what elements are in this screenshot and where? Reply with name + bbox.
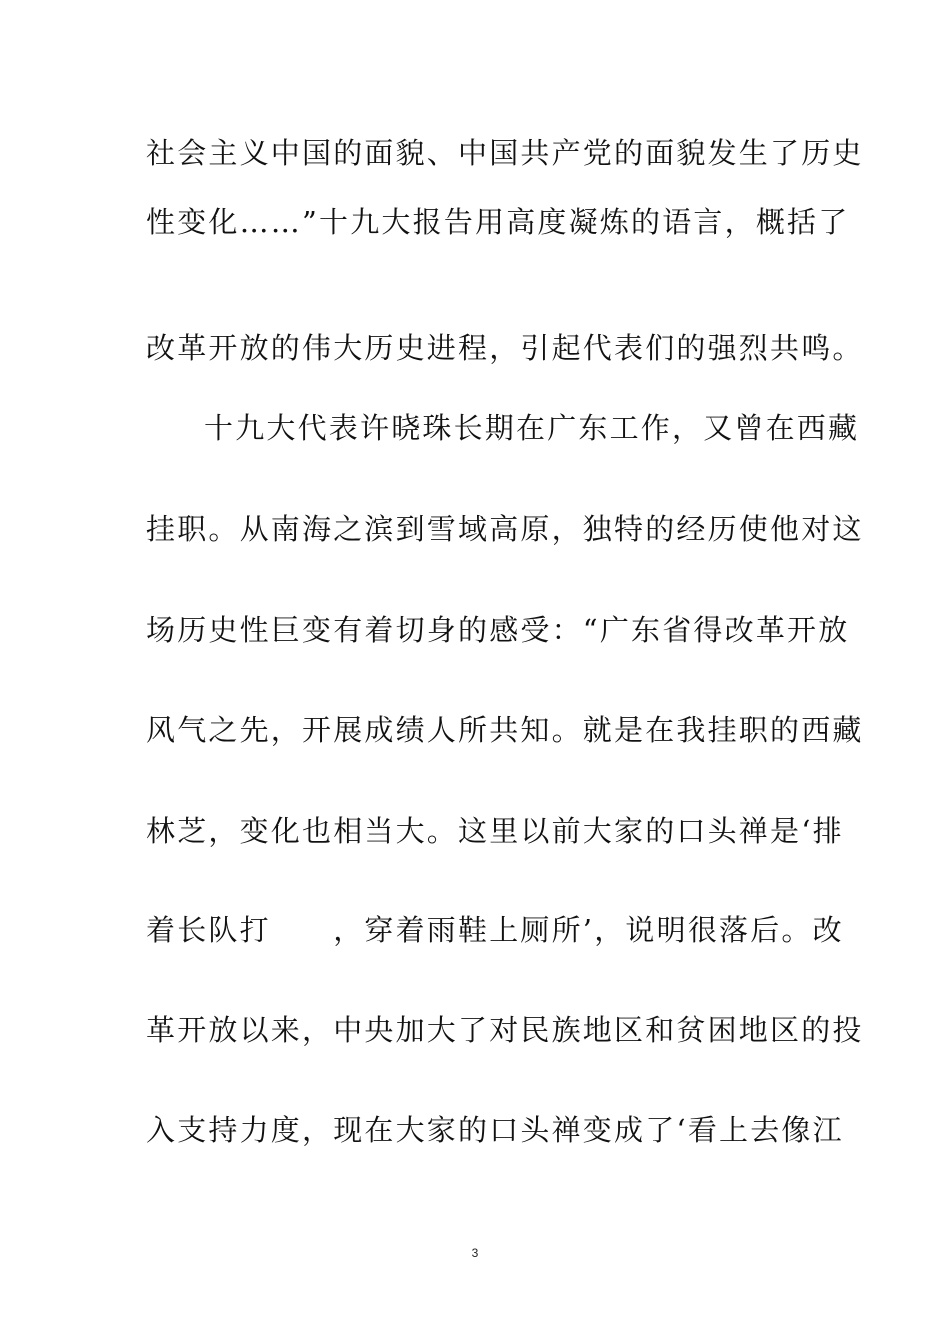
page-number: 3	[471, 1246, 479, 1260]
text-line-11: 入支持力度，现在大家的口头禅变成了‘看上去像江	[146, 1113, 844, 1147]
text-line-2: 性变化……”十九大报告用高度凝炼的语言，概括了	[146, 205, 850, 239]
text-line-6: 场历史性巨变有着切身的感受：“广东省得改革开放	[146, 613, 850, 647]
text-line-9: 着长队打 ，穿着雨鞋上厕所’，说明很落后。改	[146, 913, 844, 947]
text-line-1: 社会主义中国的面貌、中国共产党的面貌发生了历史	[146, 136, 864, 170]
text-line-7: 风气之先，开展成绩人所共知。就是在我挂职的西藏	[146, 713, 864, 747]
text-line-5: 挂职。从南海之滨到雪域高原，独特的经历使他对这	[146, 512, 864, 546]
text-line-3: 改革开放的伟大历史进程，引起代表们的强烈共鸣。	[146, 331, 864, 365]
text-line-8: 林芝，变化也相当大。这里以前大家的口头禅是‘排	[146, 814, 844, 848]
text-line-10: 革开放以来，中央加大了对民族地区和贫困地区的投	[146, 1013, 864, 1047]
text-line-4-paragraph-start: 十九大代表许晓珠长期在广东工作，又曾在西藏	[204, 411, 860, 445]
